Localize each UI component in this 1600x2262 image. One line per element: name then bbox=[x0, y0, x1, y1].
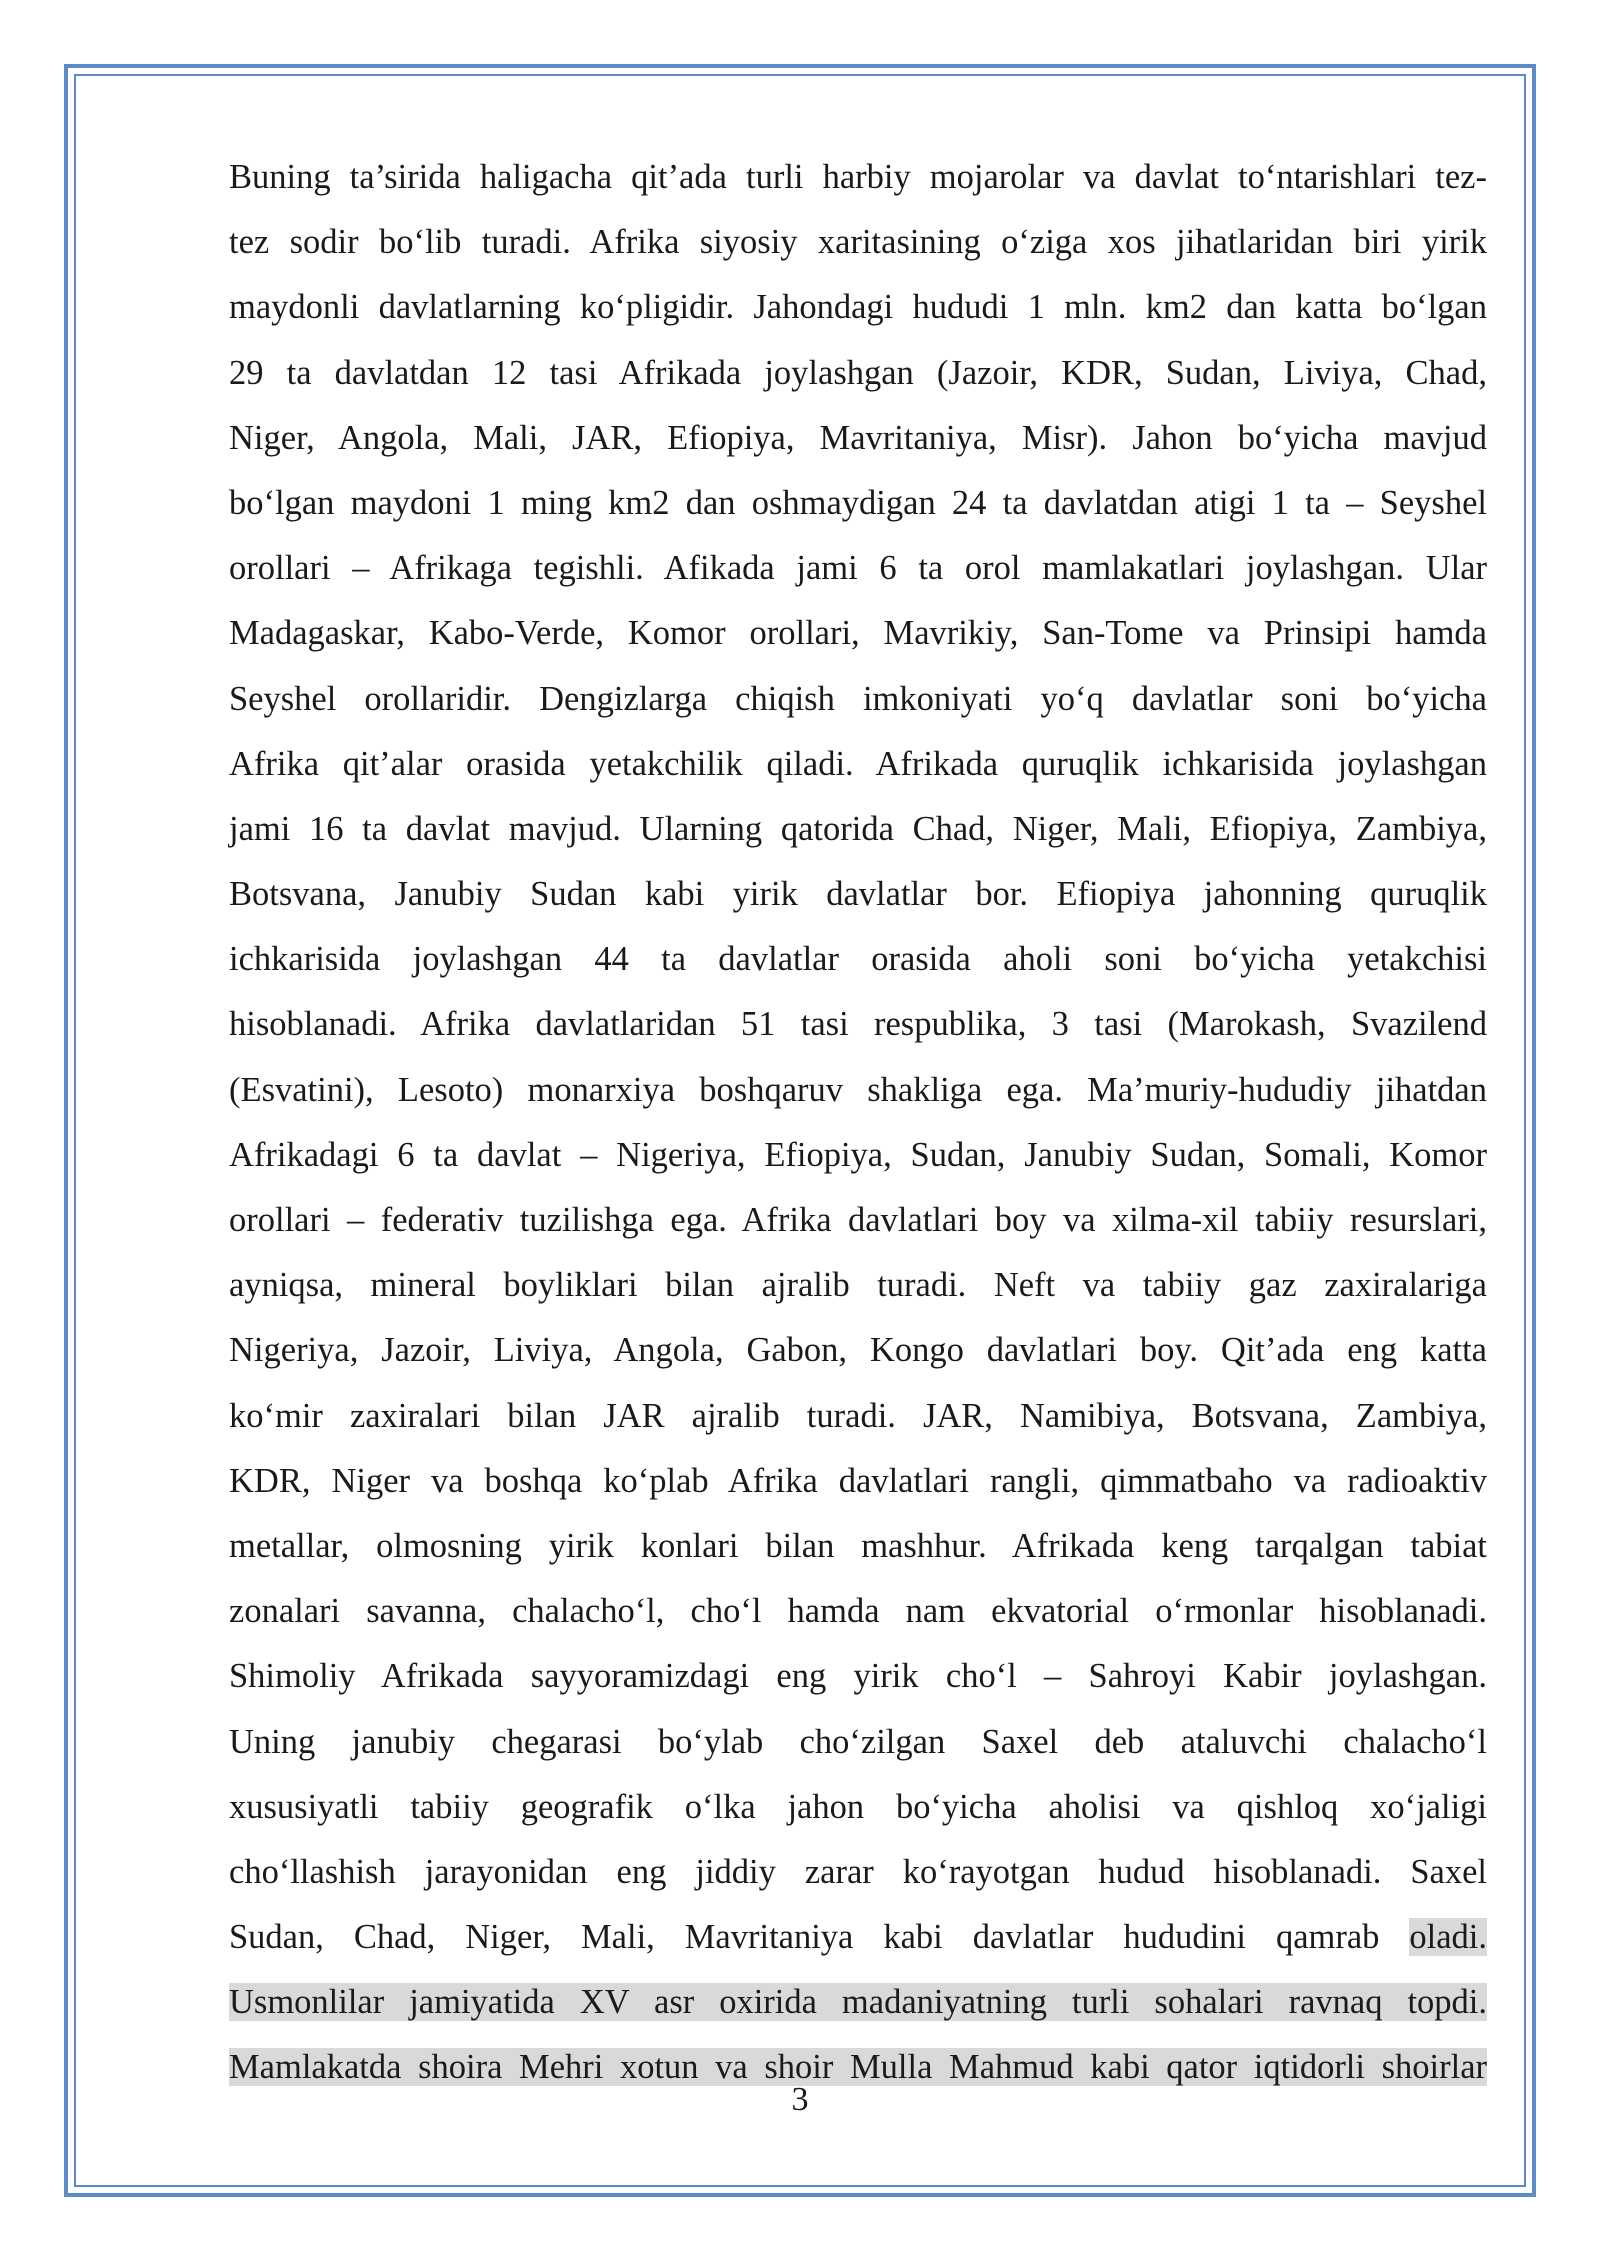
text-line: Nigeriya, Jazoir, Liviya, Angola, Gabon, Kongo davlatlari boy. Qit’ada eng katta bbox=[229, 1331, 1487, 1370]
text-line: hisoblanadi. Afrika davlatlaridan 51 tasi respublika, 3 tasi (Marokash, Svazilend bbox=[229, 1005, 1487, 1044]
text-line: Afrika qit’alar orasida yetakchilik qiladi. Afrikada quruqlik ichkarisida joylashgan bbox=[229, 744, 1487, 783]
text-line: metallar, olmosning yirik konlari bilan mashhur. Afrikada keng tarqalgan tabiat bbox=[229, 1526, 1487, 1565]
text-line-highlighted bbox=[229, 1970, 1487, 2035]
text-line: xususiyatli tabiiy geografik o‘lka jahon bo‘yicha aholisi va qishloq xo‘jaligi bbox=[229, 1787, 1487, 1826]
text-line-mixed bbox=[229, 1905, 1487, 1970]
text-line: maydonli davlatlarning ko‘pligidir. Jahondagi hududi 1 mln. km2 dan katta bo‘lgan bbox=[229, 288, 1487, 327]
text-line: orollari – Afrikaga tegishli. Afikada jami 6 ta orol mamlakatlari joylashgan. Ular bbox=[229, 549, 1487, 588]
text-line: Madagaskar, Kabo-Verde, Komor orollari, Mavrikiy, San-Tome va Prinsipi hamda bbox=[229, 614, 1487, 653]
text-line: Seyshel orollaridir. Dengizlarga chiqish imkoniyati yo‘q davlatlar soni bo‘yicha bbox=[229, 679, 1487, 718]
text-line: bo‘lgan maydoni 1 ming km2 dan oshmaydigan 24 ta davlatdan atigi 1 ta – Seyshel bbox=[229, 483, 1487, 522]
text-line: KDR, Niger va boshqa ko‘plab Afrika davlatlari rangli, qimmatbaho va radioaktiv bbox=[229, 1461, 1487, 1500]
text-line: ayniqsa, mineral boyliklari bilan ajralib turadi. Neft va tabiiy gaz zaxiralariga bbox=[229, 1266, 1487, 1305]
text-line: Afrikadagi 6 ta davlat – Nigeriya, Efiopiya, Sudan, Janubiy Sudan, Somali, Komor bbox=[229, 1135, 1487, 1174]
text-line: cho‘llashish jarayonidan eng jiddiy zarar ko‘rayotgan hudud hisoblanadi. Saxel bbox=[229, 1852, 1487, 1891]
text-line: Buning ta’sirida haligacha qit’ada turli harbiy mojarolar va davlat to‘ntarishlari tez- bbox=[229, 158, 1487, 196]
highlighted-segment: Mamlakatda shoira Mehri xotun va shoir Mulla Mahmud kabi qator iqtidorli shoirlar bbox=[229, 2048, 1487, 2087]
text-line: ko‘mir zaxiralari bilan JAR ajralib turadi. JAR, Namibiya, Botsvana, Zambiya, bbox=[229, 1396, 1487, 1435]
text-line: Uning janubiy chegarasi bo‘ylab cho‘zilgan Saxel deb ataluvchi chalacho‘l bbox=[229, 1722, 1487, 1761]
line-plain-segment: Sudan, Chad, Niger, Mali, Mavritaniya kabi davlatlar hududini qamrab bbox=[229, 1918, 1410, 1957]
body-text bbox=[229, 145, 1487, 2101]
text-line: Niger, Angola, Mali, JAR, Efiopiya, Mavritaniya, Misr). Jahon bo‘yicha mavjud bbox=[229, 418, 1487, 457]
text-line: Botsvana, Janubiy Sudan kabi yirik davlatlar bor. Efiopiya jahonning quruqlik bbox=[229, 875, 1487, 914]
text-line: zonalari savanna, chalacho‘l, cho‘l hamda nam ekvatorial o‘rmonlar hisoblanadi. bbox=[229, 1592, 1487, 1631]
page-number: 3 bbox=[791, 2081, 809, 2118]
highlighted-segment: oladi. bbox=[1409, 1918, 1487, 1957]
text-line: (Esvatini), Lesoto) monarxiya boshqaruv shakliga ega. Ma’muriy-hududiy jihatdan bbox=[229, 1070, 1487, 1109]
text-line: tez sodir bo‘lib turadi. Afrika siyosiy xaritasining o‘ziga xos jihatlaridan biri yirik bbox=[229, 223, 1487, 262]
text-line: jami 16 ta davlat mavjud. Ularning qatorida Chad, Niger, Mali, Efiopiya, Zambiya, bbox=[229, 809, 1487, 848]
text-line: 29 ta davlatdan 12 tasi Afrikada joylashgan (Jazoir, KDR, Sudan, Liviya, Chad, bbox=[229, 353, 1487, 392]
highlighted-segment: Usmonlilar jamiyatida XV asr oxirida madaniyatning turli sohalari ravnaq topdi. bbox=[229, 1983, 1487, 2022]
text-line: orollari – federativ tuzilishga ega. Afrika davlatlari boy va xilma-xil tabiiy resurslari, bbox=[229, 1201, 1487, 1239]
text-line: Shimoliy Afrikada sayyoramizdagi eng yirik cho‘l – Sahroyi Kabir joylashgan. bbox=[229, 1657, 1487, 1696]
text-line: ichkarisida joylashgan 44 ta davlatlar orasida aholi soni bo‘yicha yetakchisi bbox=[229, 940, 1487, 979]
